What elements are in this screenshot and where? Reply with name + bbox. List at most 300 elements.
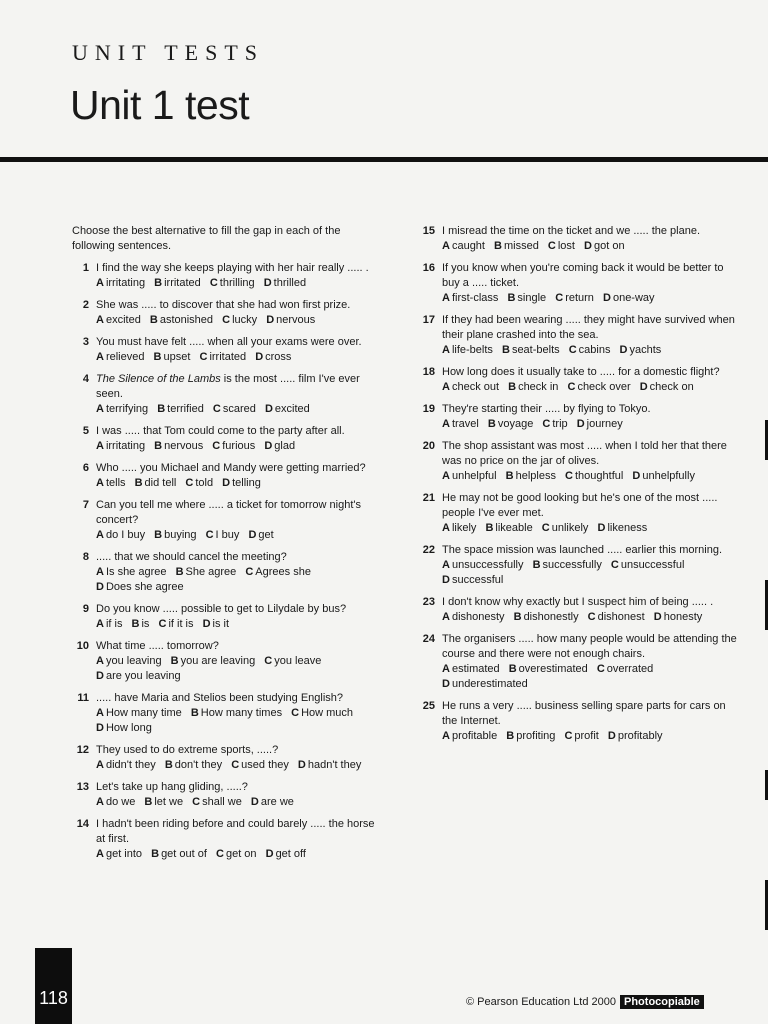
option-letter: D [639, 381, 648, 393]
option-text: furious [222, 440, 256, 452]
question-stem: The shop assistant was most ..... when I told her that there was no price on the jar of olives. [442, 440, 727, 467]
answer-options [442, 469, 738, 484]
option-letter: C [564, 730, 573, 742]
option-letter: D [442, 678, 450, 690]
answer-options [442, 343, 738, 358]
answer-option-c [264, 655, 321, 667]
option-text: are we [260, 796, 294, 808]
question-number: 15 [422, 225, 435, 237]
answer-option-b [154, 529, 196, 541]
question-stem: She was ..... to discover that she had won first prize. [96, 299, 351, 311]
option-letter: B [501, 344, 510, 356]
option-text: do we [105, 796, 136, 808]
question-number: 17 [422, 314, 435, 326]
question-9 [72, 602, 378, 632]
option-text: journey [586, 418, 623, 430]
option-text: irritating [105, 440, 146, 452]
option-text: shall we [202, 796, 242, 808]
option-text: get off [275, 848, 306, 860]
option-letter: C [596, 663, 605, 675]
footer [466, 995, 704, 1009]
answer-option-d [265, 403, 310, 415]
copyright-text: © Pearson Education Ltd 2000 [466, 996, 616, 1008]
option-text: helpless [515, 470, 556, 482]
answer-options [96, 528, 378, 543]
question-stem: I hadn't been riding before and could barely ..... the horse at first. [96, 818, 375, 845]
answer-option-d [584, 240, 625, 252]
question-stem: I misread the time on the ticket and we ..... the plane. [442, 225, 701, 237]
option-text: How many time [105, 707, 182, 719]
question-stem: Who ..... you Michael and Mandy were getting married? [96, 462, 366, 474]
option-letter: D [255, 351, 264, 363]
answer-option-d [632, 470, 695, 482]
answer-option-d [248, 529, 273, 541]
option-letter: B [175, 566, 184, 578]
option-letter: C [209, 277, 218, 289]
answer-option-c [206, 529, 240, 541]
option-letter: C [205, 529, 214, 541]
option-letter: B [170, 655, 179, 667]
option-text: profitably [617, 730, 663, 742]
answer-option-d [598, 522, 648, 534]
option-text: get out of [161, 848, 207, 860]
question-16 [418, 261, 738, 306]
option-text: nervous [164, 440, 204, 452]
question-number: 11 [77, 692, 89, 704]
option-letter: C [542, 418, 551, 430]
option-letter: B [513, 611, 522, 623]
question-number: 5 [82, 425, 89, 437]
option-letter: B [506, 730, 515, 742]
option-letter: A [96, 759, 104, 771]
answer-option-d [266, 848, 306, 860]
answer-option-c [222, 314, 257, 326]
question-4 [72, 372, 378, 417]
answer-option-b [154, 277, 201, 289]
answer-option-a [96, 848, 142, 860]
option-letter: C [264, 655, 273, 667]
option-text: irritating [105, 277, 146, 289]
question-24 [418, 632, 738, 692]
answer-option-c [291, 707, 353, 719]
right-question-list [418, 224, 738, 744]
option-text: estimated [451, 663, 500, 675]
question-13 [72, 780, 378, 810]
answer-option-c [564, 730, 598, 742]
option-letter: D [96, 670, 104, 682]
option-letter: D [263, 277, 272, 289]
option-text: I buy [215, 529, 240, 541]
question-number: 23 [422, 596, 435, 608]
question-stem: The organisers ..... how many people would be attending the course and there were not enough chairs. [442, 633, 737, 660]
option-letter: D [250, 796, 259, 808]
option-letter: C [541, 522, 550, 534]
option-letter: B [505, 470, 514, 482]
answer-option-c [216, 848, 257, 860]
answer-option-d [442, 678, 528, 690]
page-number-box [35, 948, 72, 1024]
question-number: 1 [82, 262, 89, 274]
answer-option-d [298, 759, 361, 771]
question-number: 14 [76, 818, 89, 830]
option-text: return [565, 292, 594, 304]
option-letter: A [442, 470, 450, 482]
option-text: upset [163, 351, 191, 363]
option-text: underestimated [451, 678, 528, 690]
option-text: relieved [105, 351, 145, 363]
answer-options [442, 662, 738, 692]
option-letter: C [212, 440, 221, 452]
question-2 [72, 298, 378, 328]
option-text: excited [105, 314, 141, 326]
answer-options [96, 439, 378, 454]
option-text: overrated [606, 663, 654, 675]
answer-option-b [132, 618, 150, 630]
option-text: thrilled [273, 277, 307, 289]
question-number: 21 [422, 492, 435, 504]
answer-options [96, 402, 378, 417]
answer-option-d [640, 381, 694, 393]
option-text: used they [241, 759, 289, 771]
option-letter: B [134, 477, 143, 489]
answer-option-b [157, 403, 204, 415]
option-letter: D [619, 344, 628, 356]
question-15 [418, 224, 738, 254]
option-letter: A [442, 663, 450, 675]
answer-option-c [213, 403, 256, 415]
answer-option-a [96, 759, 156, 771]
option-letter: C [587, 611, 596, 623]
answer-options [442, 291, 738, 306]
question-stem: I was ..... that Tom could come to the party after all. [96, 425, 345, 437]
answer-option-b [494, 240, 539, 252]
option-text: get on [225, 848, 257, 860]
option-letter: A [442, 611, 450, 623]
question-stem: Do you know ..... possible to get to Lilydale by bus? [96, 603, 347, 615]
answer-option-d [264, 277, 306, 289]
option-text: dishonest [597, 611, 645, 623]
option-text: is it [212, 618, 230, 630]
answer-option-c [611, 559, 685, 571]
question-number: 16 [422, 262, 435, 274]
answer-option-c [192, 796, 242, 808]
answer-option-c [567, 381, 630, 393]
answer-option-a [96, 618, 122, 630]
option-letter: B [157, 403, 166, 415]
option-letter: A [442, 730, 450, 742]
option-text: unsuccessful [620, 559, 685, 571]
option-text: likely [451, 522, 477, 534]
question-number: 9 [82, 603, 89, 615]
option-text: get [258, 529, 274, 541]
question-stem: The space mission was launched ..... earlier this morning. [442, 544, 723, 556]
option-text: don't they [174, 759, 223, 771]
question-number: 8 [82, 551, 89, 563]
answer-option-d [203, 618, 229, 630]
option-letter: C [199, 351, 208, 363]
option-letter: A [96, 277, 104, 289]
answer-option-b [154, 440, 203, 452]
question-17 [418, 313, 738, 358]
option-letter: A [96, 351, 104, 363]
option-text: successfully [542, 559, 602, 571]
answer-option-a [442, 730, 497, 742]
answer-option-b [533, 559, 602, 571]
answer-option-c [588, 611, 645, 623]
answer-option-c [158, 618, 193, 630]
option-text: unlikely [551, 522, 589, 534]
option-text: unhelpful [451, 470, 497, 482]
option-letter: A [96, 796, 104, 808]
question-stem: Can you tell me where ..... a ticket for tomorrow night's concert? [96, 499, 361, 526]
answer-option-c [210, 277, 255, 289]
question-stem: I don't know why exactly but I suspect him of being ..... . [442, 596, 714, 608]
option-text: telling [232, 477, 261, 489]
answer-options [96, 276, 378, 291]
option-letter: C [565, 470, 573, 482]
option-text: check out [451, 381, 500, 393]
option-letter: C [216, 848, 224, 860]
answer-option-b [171, 655, 256, 667]
question-number: 2 [82, 299, 89, 311]
option-text: check on [649, 381, 694, 393]
answer-option-d [620, 344, 662, 356]
option-letter: D [264, 403, 273, 415]
option-letter: D [222, 477, 231, 489]
option-letter: D [265, 848, 274, 860]
option-letter: D [632, 470, 641, 482]
option-text: dishonesty [451, 611, 505, 623]
answer-option-a [442, 381, 499, 393]
option-text: scared [222, 403, 256, 415]
answer-option-a [442, 663, 500, 675]
option-letter: A [96, 477, 104, 489]
option-letter: B [154, 277, 163, 289]
option-text: irritated [164, 277, 201, 289]
question-22 [418, 543, 738, 588]
option-text: life-belts [451, 344, 493, 356]
option-text: overestimated [518, 663, 588, 675]
option-letter: D [576, 418, 585, 430]
answer-option-b [151, 848, 207, 860]
question-25 [418, 699, 738, 744]
photocopiable-badge: Photocopiable [620, 995, 704, 1009]
option-letter: D [96, 722, 104, 734]
option-text: profit [574, 730, 599, 742]
question-20 [418, 439, 738, 484]
option-letter: D [248, 529, 257, 541]
option-text: do I buy [105, 529, 146, 541]
left-column [72, 224, 378, 869]
option-letter: B [494, 240, 502, 252]
answer-option-a [442, 344, 493, 356]
option-text: Does she agree [105, 581, 184, 593]
answer-options [96, 706, 378, 736]
option-letter: C [568, 344, 577, 356]
answer-option-c [231, 759, 289, 771]
option-text: profitable [451, 730, 498, 742]
answer-option-d [96, 581, 184, 593]
answer-options [96, 758, 378, 773]
section-heading: UNIT TESTS [72, 40, 265, 65]
page-number: 118 [39, 988, 68, 1008]
answer-options [442, 558, 738, 588]
option-letter: B [144, 796, 153, 808]
question-14 [72, 817, 378, 862]
option-text: you leaving [105, 655, 162, 667]
answer-option-a [442, 240, 485, 252]
answer-option-c [212, 440, 255, 452]
option-text: caught [451, 240, 485, 252]
option-text: single [517, 292, 547, 304]
question-number: 20 [422, 440, 435, 452]
answer-option-a [96, 351, 144, 363]
answer-option-a [96, 566, 167, 578]
answer-option-a [96, 277, 145, 289]
option-letter: A [96, 403, 104, 415]
answer-option-d [577, 418, 623, 430]
option-text: if it is [168, 618, 194, 630]
answer-option-b [502, 344, 560, 356]
question-number: 22 [422, 544, 435, 556]
answer-option-d [603, 292, 655, 304]
option-letter: A [442, 240, 450, 252]
option-text: if is [105, 618, 123, 630]
answer-option-a [442, 611, 505, 623]
answer-option-d [222, 477, 261, 489]
answer-option-a [442, 559, 524, 571]
option-text: missed [504, 240, 539, 252]
question-number: 18 [422, 366, 435, 378]
question-stem: What time ..... tomorrow? [96, 640, 219, 652]
option-letter: B [485, 522, 494, 534]
option-text: is [141, 618, 150, 630]
option-text: tells [105, 477, 126, 489]
left-question-list [72, 261, 378, 862]
question-3 [72, 335, 378, 365]
question-stem: ..... have Maria and Stelios been studying English? [96, 692, 344, 704]
answer-option-c [542, 418, 567, 430]
option-text: unsuccessfully [451, 559, 524, 571]
answer-option-a [96, 529, 145, 541]
answer-options [96, 350, 378, 365]
question-18 [418, 365, 738, 395]
option-text: likeable [495, 522, 533, 534]
option-text: check in [518, 381, 559, 393]
question-1 [72, 261, 378, 291]
answer-option-b [191, 707, 282, 719]
option-letter: C [231, 759, 240, 771]
question-19 [418, 402, 738, 432]
answer-option-a [96, 796, 135, 808]
option-text: likeness [607, 522, 648, 534]
option-text: yachts [629, 344, 662, 356]
answer-option-b [154, 351, 191, 363]
option-letter: A [96, 848, 104, 860]
option-letter: B [149, 314, 158, 326]
answer-options [96, 617, 378, 632]
option-letter: B [487, 418, 496, 430]
option-text: terrifying [105, 403, 149, 415]
answer-options [96, 847, 378, 862]
answer-option-b [150, 314, 213, 326]
question-7 [72, 498, 378, 543]
question-number: 25 [422, 700, 435, 712]
option-text: She agree [185, 566, 237, 578]
option-text: didn't they [105, 759, 156, 771]
answer-option-a [442, 292, 498, 304]
option-letter: C [212, 403, 221, 415]
option-text: nervous [276, 314, 316, 326]
answer-option-c [548, 240, 575, 252]
option-text: seat-belts [511, 344, 560, 356]
answer-option-b [508, 381, 558, 393]
answer-option-a [96, 655, 162, 667]
option-letter: B [507, 292, 516, 304]
option-letter: C [158, 618, 167, 630]
question-8 [72, 550, 378, 595]
answer-option-d [255, 351, 291, 363]
answer-option-a [442, 522, 476, 534]
question-stem: I find the way she keeps playing with her hair really ..... . [96, 262, 369, 274]
question-stem: They used to do extreme sports, .....? [96, 744, 279, 756]
option-letter: D [653, 611, 662, 623]
option-letter: B [131, 618, 140, 630]
answer-options [442, 417, 738, 432]
option-letter: A [442, 381, 450, 393]
question-6 [72, 461, 378, 491]
option-letter: A [442, 418, 450, 430]
option-text: thrilling [219, 277, 255, 289]
question-number: 6 [82, 462, 89, 474]
option-letter: C [555, 292, 564, 304]
answer-option-c [569, 344, 611, 356]
option-letter: C [222, 314, 231, 326]
option-letter: D [266, 314, 275, 326]
question-number: 24 [422, 633, 435, 645]
option-text: Is she agree [105, 566, 167, 578]
option-letter: B [532, 559, 541, 571]
option-text: thoughtful [575, 470, 624, 482]
answer-option-a [96, 440, 145, 452]
answer-option-c [565, 470, 623, 482]
question-5 [72, 424, 378, 454]
option-letter: C [192, 796, 201, 808]
question-number: 7 [82, 499, 89, 511]
question-number: 10 [76, 640, 89, 652]
question-number: 3 [82, 336, 89, 348]
question-stem: How long does it usually take to ..... for a domestic flight? [442, 366, 720, 378]
question-number: 19 [422, 403, 435, 415]
question-10 [72, 639, 378, 684]
option-text: cabins [578, 344, 611, 356]
answer-option-d [266, 314, 315, 326]
option-letter: B [151, 848, 160, 860]
option-letter: D [442, 574, 450, 586]
page-title: Unit 1 test [70, 82, 250, 128]
answer-option-a [96, 314, 141, 326]
option-text: check over [577, 381, 631, 393]
option-text: trip [552, 418, 568, 430]
question-number: 4 [82, 373, 89, 385]
answer-options [96, 476, 378, 491]
option-text: irritated [209, 351, 247, 363]
option-letter: A [96, 707, 104, 719]
answer-option-a [442, 470, 497, 482]
option-letter: B [154, 529, 163, 541]
question-21 [418, 491, 738, 536]
answer-option-b [135, 477, 177, 489]
